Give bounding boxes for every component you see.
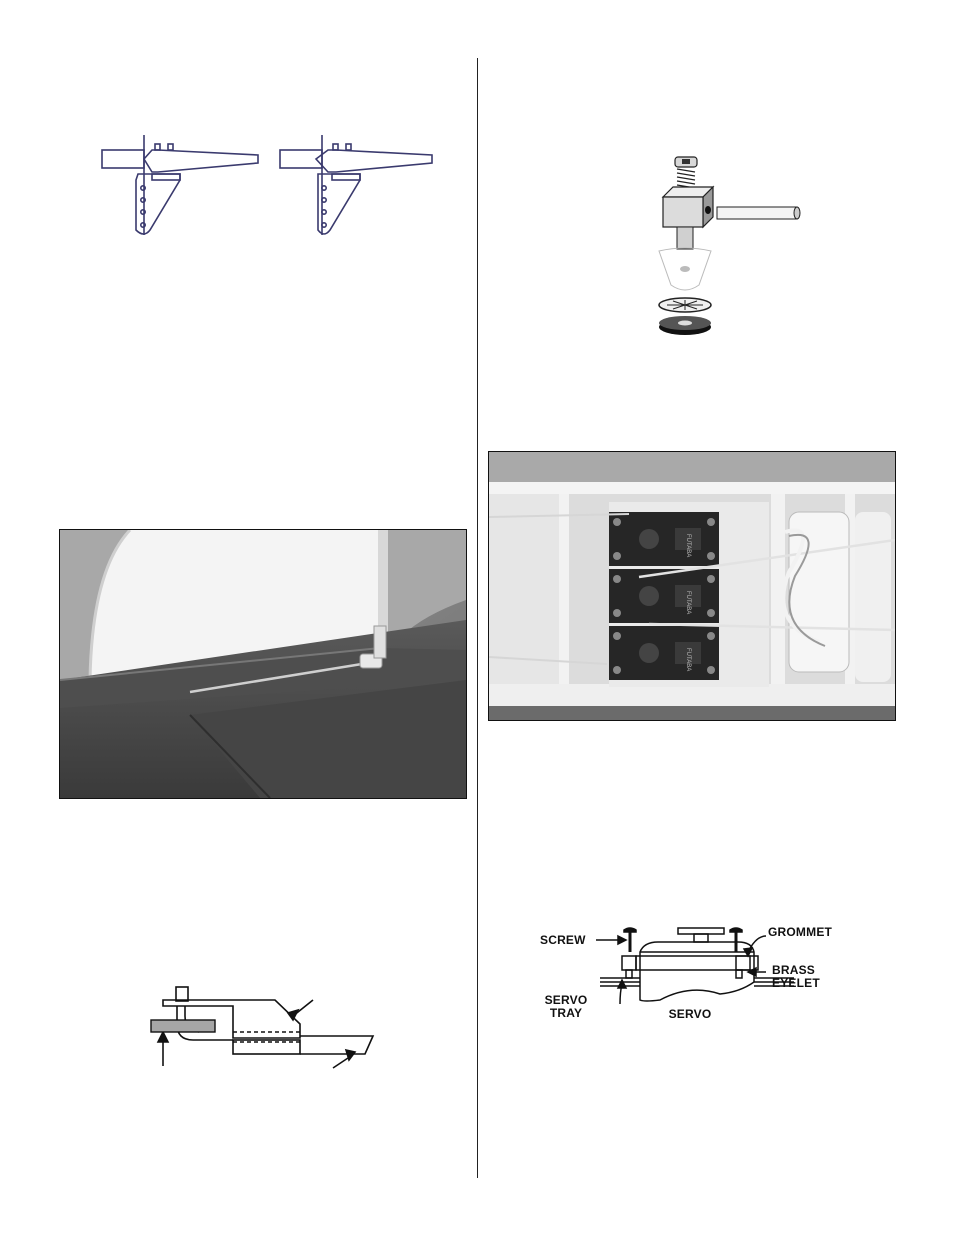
servo-installation-photo	[488, 451, 896, 721]
servo-mounting-diagram	[540, 922, 840, 1032]
control-horn-diagram	[100, 130, 440, 245]
pushrod-keeper-diagram	[145, 980, 380, 1070]
servo-label-1: FUTABA	[685, 534, 691, 558]
brass-eyelet-label	[772, 964, 836, 990]
servo-label: SERVO	[668, 1007, 712, 1021]
screw-label: SCREW	[540, 933, 586, 947]
elevator-photo-image	[60, 530, 466, 798]
elevator-horn-photo	[59, 529, 467, 799]
servo-label-2: FUTABA	[685, 591, 691, 615]
servo-label-3: FUTABA	[685, 648, 691, 672]
servo-tray-label-line2: TRAY	[549, 1006, 583, 1020]
connector-drawing	[655, 155, 805, 345]
column-divider	[477, 58, 478, 1178]
keeper-drawing	[145, 980, 380, 1070]
brass-eyelet-label-line2: EYELET	[772, 976, 820, 990]
servo-photo-image	[489, 452, 895, 720]
brass-eyelet-label-line1: BRASS	[772, 963, 816, 977]
grommet-label: GROMMET	[768, 925, 833, 939]
servo-tray-label	[540, 994, 592, 1020]
control-horn-drawing	[100, 130, 440, 245]
servo-tray-label-line1: SERVO	[544, 993, 588, 1007]
screw-lock-connector-diagram	[655, 155, 805, 345]
